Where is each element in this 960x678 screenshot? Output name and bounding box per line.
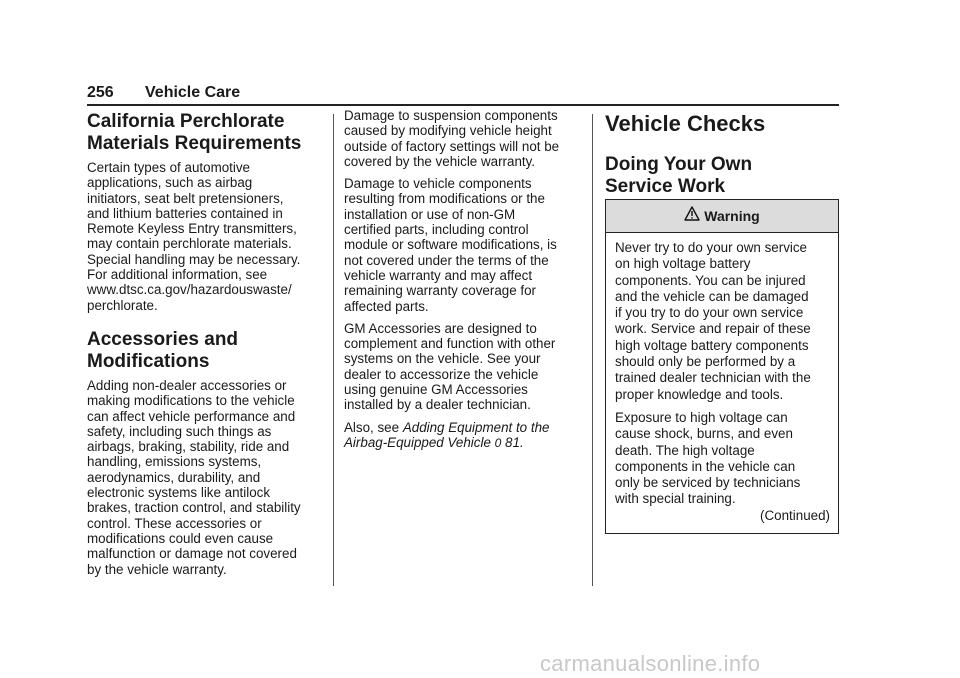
page-number: 256 — [87, 84, 114, 101]
accessories-text: Adding non-dealer accessories or making modifications to the vehicle can affect vehicle performance and safety, including such things as airbags, braking, stability, ride and handling, emissions systems, aerodynamics, durability, and electronic systems like antilock brakes, traction control, and stability control. These accessories or modifications could even cause malfunction or damage not covered by the vehicle warranty. — [87, 377, 301, 577]
accessories-heading: Accessories and Modifications — [87, 328, 239, 372]
header-rule — [87, 104, 839, 106]
warning-box — [605, 199, 839, 534]
warning-paragraph-2: Exposure to high voltage can cause shock, burns, and even death. The high voltage components in the vehicle can only be serviced by technicians with special training. — [615, 409, 801, 507]
continued-note: (Continued) — [760, 507, 830, 523]
warning-header — [606, 200, 838, 233]
also-see-text: Also, see Adding Equipment to the Airbag-Equipped Vehicle 0 81. — [344, 419, 550, 450]
page-reference-arrow-icon: 0 — [494, 435, 502, 450]
column-3 — [605, 108, 839, 538]
component-damage-text: Damage to vehicle components resulting from modifications or the installation or use of non-GM certified parts, including control module or software modifications, is not covered under the terms of the vehicle warranty and may affect remaining warranty coverage for affected parts. — [344, 176, 557, 314]
airbag-equipment-link[interactable]: Adding Equipment to the Airbag-Equipped Vehicle — [344, 419, 550, 450]
watermark: carmanualsonline.info — [540, 651, 761, 676]
vehicle-checks-heading: Vehicle Checks — [605, 111, 766, 136]
warning-body — [606, 233, 838, 523]
page-reference[interactable]: 81. — [501, 434, 524, 450]
suspension-damage-text: Damage to suspension components caused by modifying vehicle height outside of factory settings will not be covered by the vehicle warranty. — [344, 108, 560, 169]
california-perchlorate-text: Certain types of automotive applications, such as airbag initiators, seat belt pretensioners, and lithium batteries contained in Remote Keyless Entry transmitters, may contain perchlorate materials. Special handling may be necessary. For additional information, see www.dtsc.ca.gov/hazardouswaste/ perchlorate. — [87, 160, 301, 313]
column-2 — [344, 108, 580, 451]
column-divider-2 — [592, 114, 593, 586]
column-1 — [87, 108, 322, 577]
doing-your-own-service-heading: Doing Your Own Service Work — [605, 154, 753, 197]
column-divider-1 — [333, 114, 334, 586]
warning-paragraph-1: Never try to do your own service on high voltage battery components. You can be injured and the vehicle can be damaged if you try to do your own service work. Service and repair of these high voltage battery components should only be performed by a trained dealer technician with the proper knowledge and tools. — [615, 240, 811, 402]
page-header — [87, 84, 839, 104]
gm-accessories-text: GM Accessories are designed to complement and function with other systems on the vehicle. See your dealer to accessorize the vehicle using genuine GM Accessories installed by a dealer technician. — [344, 320, 556, 413]
california-perchlorate-heading: California Perchlorate Materials Requirements — [87, 111, 302, 154]
section-title: Vehicle Care — [145, 84, 241, 101]
warning-label: Warning — [704, 208, 760, 224]
warning-triangle-icon — [684, 206, 700, 226]
